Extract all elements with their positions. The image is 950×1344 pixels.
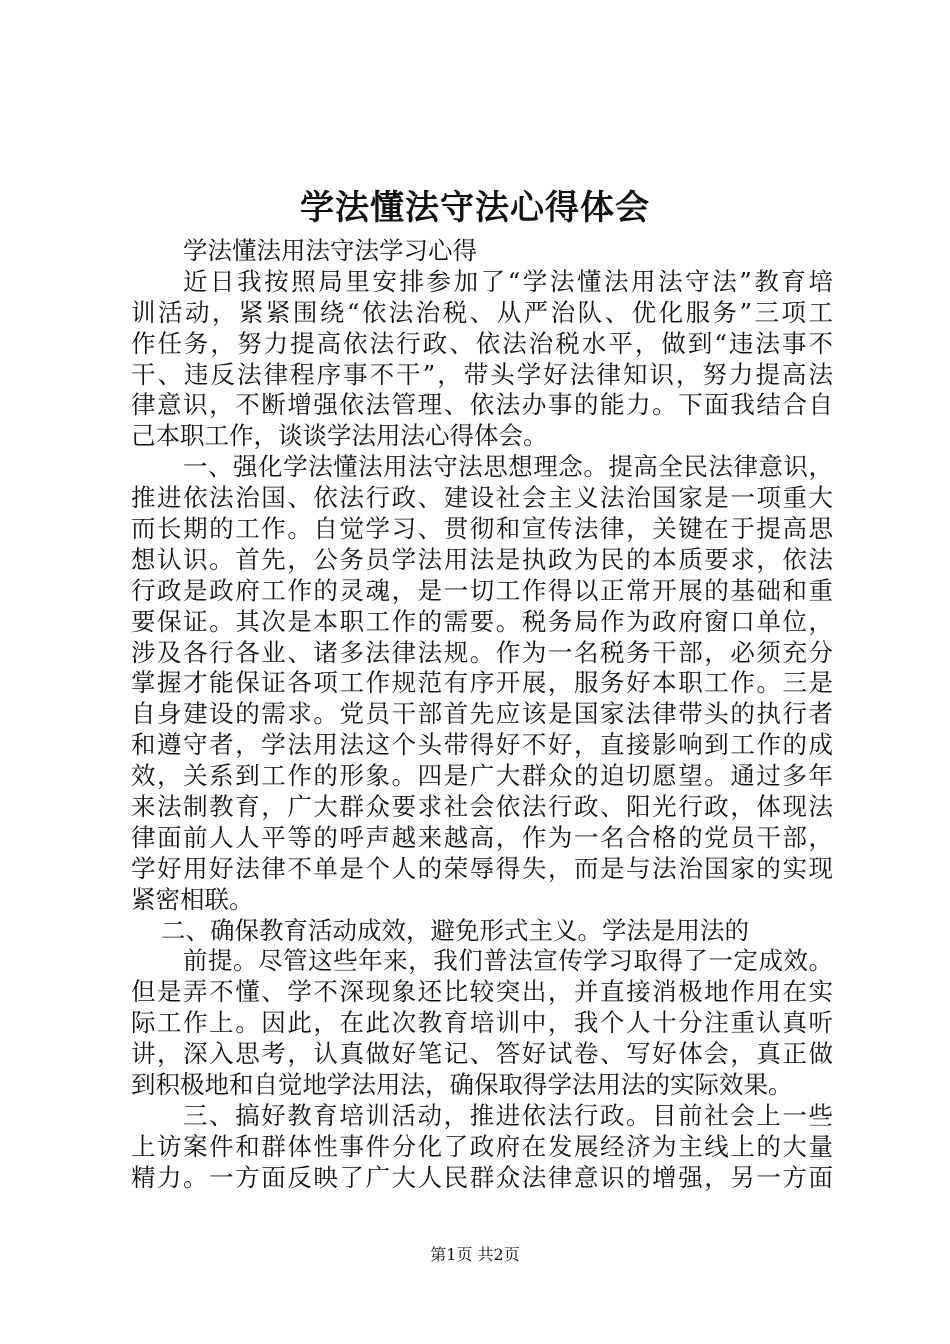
document-title: 学法懂法守法心得体会 [300,188,650,228]
paragraph-line: 涉及各行各业、诸多法律法规。作为一名税务干部，必须充分 [131,637,833,667]
paragraph-line: 上访案件和群体性事件分化了政府在发展经济为主线上的大量 [131,1131,833,1161]
paragraph-line: 精力。一方面反映了广大人民群众法律意识的增强，另一方面 [131,1162,833,1192]
paragraph-line: 想认识。首先，公务员学法用法是执政为民的本质要求，依法 [131,544,833,574]
document-subtitle: 学法懂法用法守法学习心得 [183,236,477,265]
paragraph-line: 行政是政府工作的灵魂，是一切工作得以正常开展的基础和重 [131,575,833,605]
paragraph-line: 三、搞好教育培训活动，推进依法行政。目前社会上一些 [183,1100,833,1130]
paragraph-line: 到积极地和自觉地学法用法，确保取得学法用法的实际效果。 [131,1070,793,1100]
paragraph-line: 学好用好法律不单是个人的荣辱得失，而是与法治国家的实现 [131,853,833,883]
paragraph-line: 作任务，努力提高依法行政、依法治税水平，做到“违法事不 [131,328,833,358]
paragraph-line: 和遵守者，学法用法这个头带得好不好，直接影响到工作的成 [131,730,833,760]
paragraph-line: 但是弄不懂、学不深现象还比较突出，并直接消极地作用在实 [131,977,833,1007]
page-footer: 第1页 共2页 [430,1245,520,1264]
paragraph-line: 讲，深入思考，认真做好笔记、答好试卷、写好体会，真正做 [131,1039,833,1069]
paragraph-line: 效，关系到工作的形象。四是广大群众的迫切愿望。通过多年 [131,761,833,791]
paragraph-line: 而长期的工作。自觉学习、贯彻和宣传法律，关键在于提高思 [131,514,833,544]
paragraph-line: 自身建设的需求。党员干部首先应该是国家法律带头的执行者 [131,699,833,729]
paragraph-line: 训活动，紧紧围绕“依法治税、从严治队、优化服务”三项工 [131,297,833,327]
paragraph-line: 二、确保教育活动成效，避免形式主义。学法是用法的 [161,915,749,945]
paragraph-line: 来法制教育，广大群众要求社会依法行政、阳光行政，体现法 [131,792,833,822]
document-body [131,236,833,1194]
paragraph-line: 己本职工作，谈谈学法用法心得体会。 [131,421,548,451]
paragraph-line: 干、违反法律程序事不干”，带头学好法律知识，努力提高法 [131,359,833,389]
paragraph-line: 要保证。其次是本职工作的需要。税务局作为政府窗口单位， [131,606,833,636]
paragraph-line: 一、强化学法懂法用法守法思想理念。提高全民法律意识， [183,452,833,482]
paragraph-line: 律面前人人平等的呼声越来越高，作为一名合格的党员干部， [131,822,833,852]
paragraph-line: 推进依法治国、依法行政、建设社会主义法治国家是一项重大 [131,483,833,513]
paragraph-line: 紧密相联。 [131,884,254,914]
paragraph-line: 掌握才能保证各项工作规范有序开展，服务好本职工作。三是 [131,668,833,698]
paragraph-line: 前提。尽管这些年来，我们普法宣传学习取得了一定成效。 [183,946,833,976]
paragraph-line: 际工作上。因此，在此次教育培训中，我个人十分注重认真听 [131,1008,833,1038]
paragraph-line: 律意识，不断增强依法管理、依法办事的能力。下面我结合自 [131,390,833,420]
paragraph-line: 近日我按照局里安排参加了“学法懂法用法守法”教育培 [183,266,833,296]
